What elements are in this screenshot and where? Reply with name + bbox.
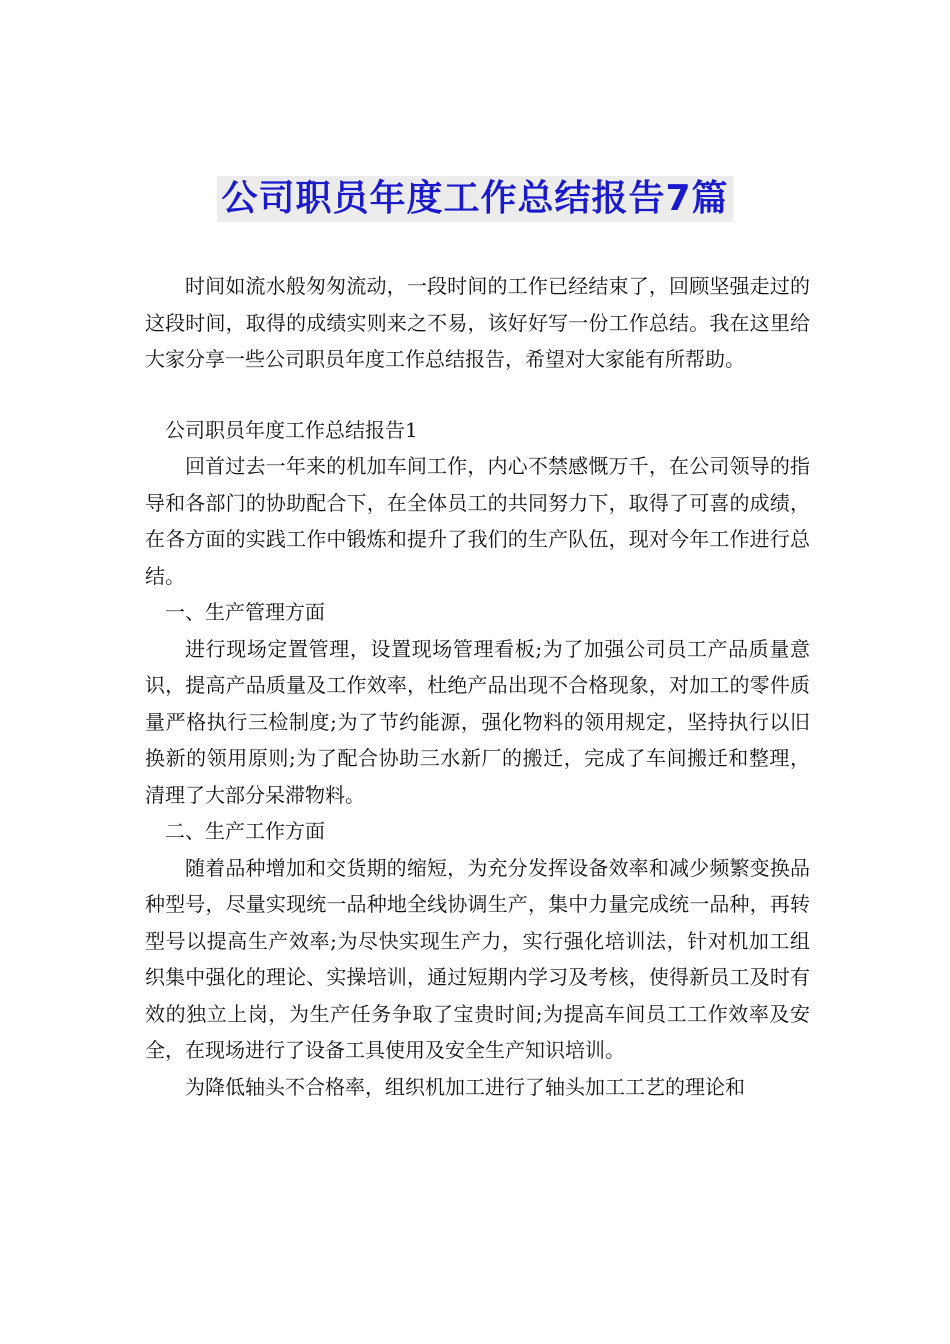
title-container bbox=[0, 176, 950, 222]
body-paragraph: 随着品种增加和交货期的缩短，为充分发挥设备效率和减少频繁变换品种型号，尽量实现统一品种地全线协调生产，集中力量完成统一品种，再转型号以提高生产效率;为尽快实现生产力，实行强化培训法，针对机加工组织集中强化的理论、实操培训，通过短期内学习及考核，使得新员工及时有效的独立上岗，为生产任务争取了宝贵时间;为提高车间员工工作效率及安全，在现场进行了设备工具使用及安全生产知识培训。 bbox=[145, 855, 810, 1062]
body-paragraph: 回首过去一年来的机加车间工作，内心不禁感慨万千，在公司领导的指导和各部门的协助配合下，在全体员工的共同努力下，取得了可喜的成绩，在各方面的实践工作中锻炼和提升了我们的生产队伍，现对今年工作进行总结。 bbox=[145, 454, 810, 588]
body-paragraph: 为降低轴头不合格率，组织机加工进行了轴头加工工艺的理论和 bbox=[185, 1074, 745, 1099]
intro-paragraph: 时间如流水般匆匆流动，一段时间的工作已经结束了，回顾坚强走过的这段时间，取得的成绩实则来之不易，该好好写一份工作总结。我在这里给大家分享一些公司职员年度工作总结报告，希望对大家能有所帮助。 bbox=[145, 274, 810, 371]
body-paragraph: 进行现场定置管理，设置现场管理看板;为了加强公司员工产品质量意识，提高产品质量及工作效率，杜绝产品出现不合格现象，对加工的零件质量严格执行三检制度;为了节约能源，强化物料的领用规定，坚持执行以旧换新的领用原则;为了配合协助三水新厂的搬迁，完成了车间搬迁和整理，清理了大部分呆滞物料。 bbox=[145, 636, 810, 807]
document-body bbox=[145, 268, 810, 1105]
document-title: 公司职员年度工作总结报告7篇 bbox=[217, 176, 732, 222]
section-title: 公司职员年度工作总结报告1 bbox=[165, 417, 418, 442]
subsection-heading-production-management: 一、生产管理方面 bbox=[165, 600, 325, 624]
subsection-heading-production-work: 二、生产工作方面 bbox=[165, 819, 325, 843]
